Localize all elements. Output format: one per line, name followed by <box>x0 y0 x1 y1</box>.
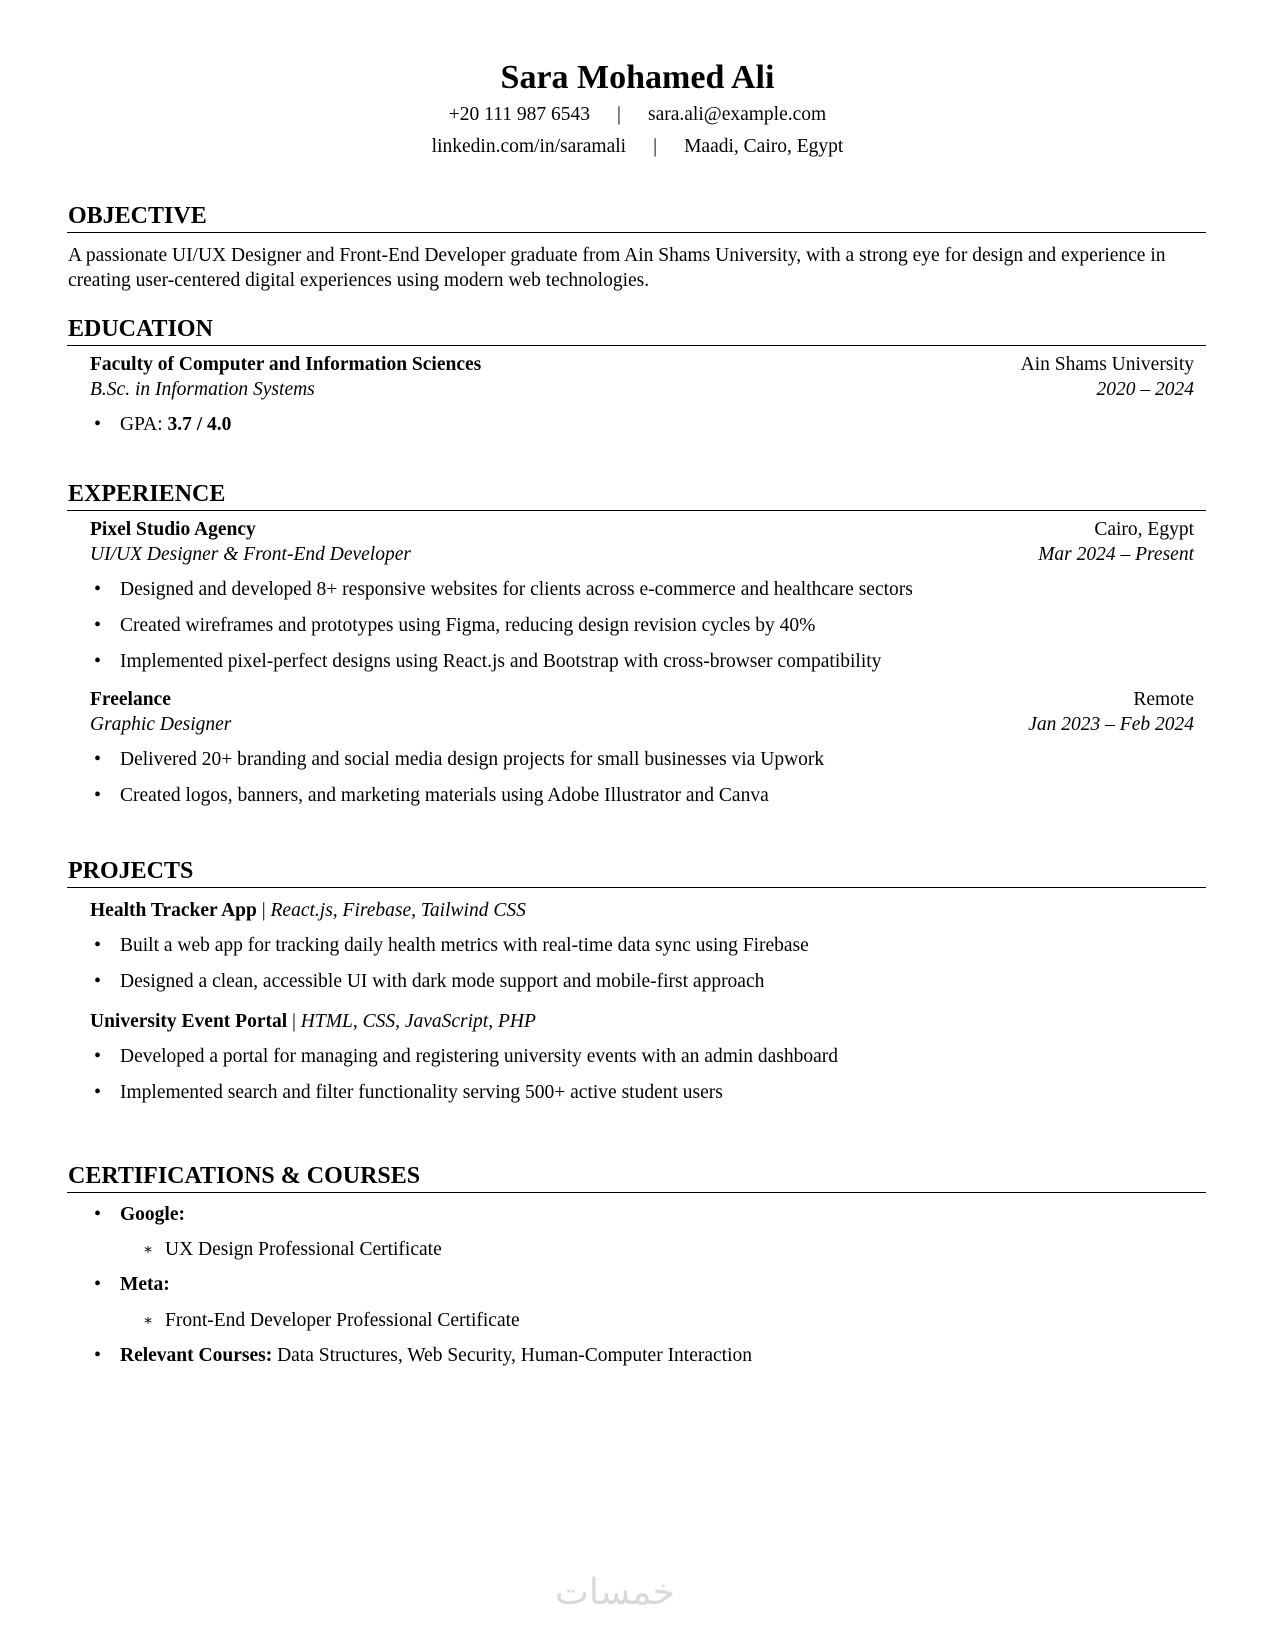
list-item: • Built a web app for tracking daily health metrics with real-time data sync using Firebase <box>67 933 1206 958</box>
projects-section <box>67 856 1206 1105</box>
contact-separator: | <box>617 104 621 125</box>
experience-bullets <box>67 577 1206 674</box>
gpa-label: GPA: <box>120 414 163 435</box>
certifications-list <box>67 1272 1206 1297</box>
section-divider <box>67 510 1206 511</box>
entry-subheader-row <box>90 542 1194 567</box>
entry-header-row <box>90 517 1194 542</box>
experience-section <box>67 479 1206 808</box>
entry-header-row <box>90 687 1194 712</box>
project-bullets <box>67 933 1206 994</box>
courses-value: Data Structures, Web Security, Human-Computer Interaction <box>272 1345 753 1366</box>
entry-subheader-row <box>90 377 1194 402</box>
list-item: • Delivered 20+ branding and social media design projects for small businesses via Upwork <box>67 747 1206 772</box>
project-tech: React.js, Firebase, Tailwind CSS <box>270 900 526 921</box>
section-divider <box>67 1192 1206 1193</box>
education-section <box>67 314 1206 437</box>
courses-label: Relevant Courses: <box>120 1345 273 1366</box>
job-title: UI/UX Designer & Front-End Developer <box>90 544 411 565</box>
company-location: Remote <box>1133 689 1194 710</box>
experience-entry <box>67 517 1206 567</box>
cert-provider-google: Google: <box>120 1204 185 1225</box>
section-divider <box>67 887 1206 888</box>
certifications-list <box>67 1202 1206 1227</box>
project-name: University Event Portal <box>90 1011 288 1032</box>
cert-provider-meta: Meta: <box>120 1274 170 1295</box>
project-tech: HTML, CSS, JavaScript, PHP <box>300 1011 536 1032</box>
meta-certs <box>67 1308 1206 1333</box>
school-name: Faculty of Computer and Information Sciences <box>90 354 482 375</box>
google-certs <box>67 1237 1206 1262</box>
education-entry <box>67 352 1206 402</box>
certifications-section <box>67 1161 1206 1368</box>
section-title: CERTIFICATIONS & COURSES <box>68 1163 421 1189</box>
list-item: ∗ Front-End Developer Professional Certificate <box>67 1308 1206 1333</box>
company-location: Cairo, Egypt <box>1094 519 1194 540</box>
resume-header <box>0 58 1275 162</box>
section-title: EXPERIENCE <box>68 481 226 507</box>
degree-name: B.Sc. in Information Systems <box>90 379 315 400</box>
linkedin-link[interactable]: linkedin.com/in/saramali <box>431 136 627 157</box>
project-separator: | <box>256 900 271 921</box>
entry-subheader-row <box>90 712 1194 737</box>
project-bullets <box>67 1044 1206 1105</box>
list-item: • Created wireframes and prototypes using Figma, reducing design revision cycles by 40% <box>67 613 1206 638</box>
section-title: OBJECTIVE <box>68 203 207 229</box>
entry-header-row <box>90 352 1194 377</box>
job-dates: Jan 2023 – Feb 2024 <box>1028 714 1194 735</box>
gpa-item <box>67 412 1206 437</box>
section-divider <box>67 232 1206 233</box>
job-title: Graphic Designer <box>90 714 232 735</box>
contact-line-1 <box>0 100 1275 130</box>
gpa-value: 3.7 / 4.0 <box>167 414 232 435</box>
list-item <box>67 1272 1206 1297</box>
project-entry <box>67 1009 1206 1034</box>
contact-separator: | <box>653 136 658 157</box>
phone-number[interactable]: +20 111 987 6543 <box>448 104 590 125</box>
project-name: Health Tracker App <box>90 900 257 921</box>
project-header-row <box>90 898 1194 923</box>
objective-section <box>67 201 1206 293</box>
education-bullets <box>67 412 1206 437</box>
list-item: • Implemented search and filter functionality serving 500+ active student users <box>67 1080 1206 1105</box>
contact-line-2 <box>0 132 1275 162</box>
list-item <box>67 1343 1206 1368</box>
list-item <box>67 1202 1206 1227</box>
list-item: • Implemented pixel-perfect designs using React.js and Bootstrap with cross-browser compatibility <box>67 649 1206 674</box>
objective-text: A passionate UI/UX Designer and Front-End Developer graduate from Ain Shams University, with a strong eye for design and experience in creating user-centered digital experiences using modern web technologies. <box>68 245 1166 291</box>
candidate-name: Sara Mohamed Ali <box>500 59 775 96</box>
experience-entry <box>67 687 1206 737</box>
watermark-logo: خمسات <box>555 1572 676 1613</box>
section-title: EDUCATION <box>68 316 213 342</box>
list-item: • Created logos, banners, and marketing materials using Adobe Illustrator and Canva <box>67 783 1206 808</box>
certifications-list <box>67 1343 1206 1368</box>
experience-bullets <box>67 747 1206 808</box>
job-dates: Mar 2024 – Present <box>1038 544 1194 565</box>
project-entry <box>67 898 1206 923</box>
project-separator: | <box>287 1011 301 1032</box>
list-item: • Designed a clean, accessible UI with dark mode support and mobile-first approach <box>67 969 1206 994</box>
location-text: Maadi, Cairo, Egypt <box>684 136 844 157</box>
email-address[interactable]: sara.ali@example.com <box>647 104 827 125</box>
company-name: Pixel Studio Agency <box>90 519 256 540</box>
list-item: ∗ UX Design Professional Certificate <box>67 1237 1206 1262</box>
list-item: • Designed and developed 8+ responsive websites for clients across e-commerce and healthcare sectors <box>67 577 1206 602</box>
company-name: Freelance <box>90 689 171 710</box>
education-dates: 2020 – 2024 <box>1096 379 1194 400</box>
section-divider <box>67 345 1206 346</box>
university-name: Ain Shams University <box>1020 354 1194 375</box>
section-title: PROJECTS <box>68 858 194 884</box>
list-item: • Developed a portal for managing and registering university events with an admin dashboard <box>67 1044 1206 1069</box>
project-header-row <box>90 1009 1194 1034</box>
